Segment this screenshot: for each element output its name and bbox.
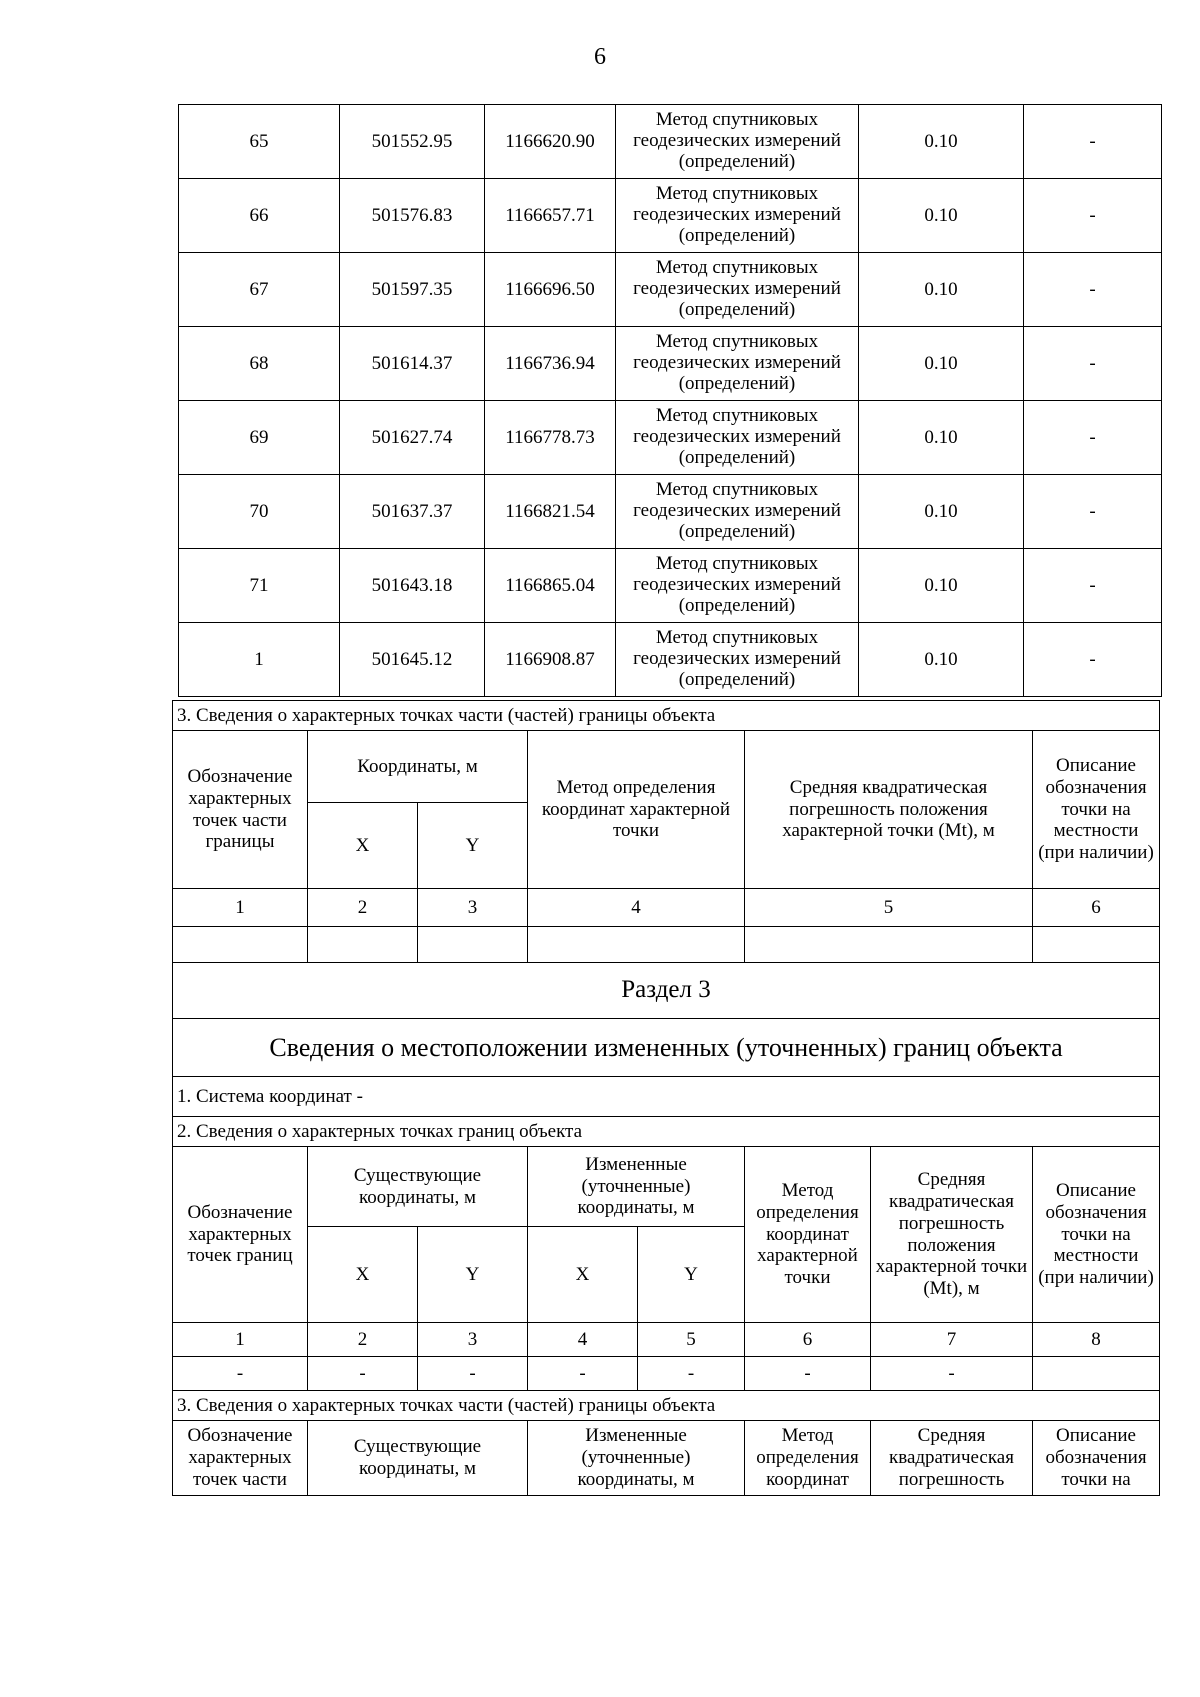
coord-x: 501637.37 xyxy=(340,475,485,549)
point-number: 68 xyxy=(179,327,340,401)
s3-col-num-5: 5 xyxy=(638,1323,745,1357)
point-number: 65 xyxy=(179,105,340,179)
method: Метод спутниковых геодезических измерений (определений) xyxy=(616,623,859,697)
point-description: - xyxy=(1024,253,1162,327)
s3-header-y-changed: Y xyxy=(638,1227,745,1323)
empty-cell xyxy=(308,927,418,963)
s3-part-header-changed: Измененные (уточненные) координаты, м xyxy=(528,1421,745,1496)
s3-empty-value: - xyxy=(871,1357,1033,1391)
header-coordinates: Координаты, м xyxy=(308,731,528,803)
s3-header-y-existing: Y xyxy=(418,1227,528,1323)
coord-y: 1166778.73 xyxy=(485,401,616,475)
s3-col-num-3: 3 xyxy=(418,1323,528,1357)
mt-value: 0.10 xyxy=(859,475,1024,549)
empty-cell xyxy=(745,927,1033,963)
table-row xyxy=(179,623,1162,697)
s3-header-designation: Обозначение характерных точек границ xyxy=(173,1147,308,1323)
table-row xyxy=(179,327,1162,401)
point-description: - xyxy=(1024,475,1162,549)
coord-x: 501627.74 xyxy=(340,401,485,475)
point-description: - xyxy=(1024,327,1162,401)
table-row xyxy=(179,475,1162,549)
s3-header-method: Метод определения координат характерной точки xyxy=(745,1147,871,1323)
method: Метод спутниковых геодезических измерений (определений) xyxy=(616,179,859,253)
method: Метод спутниковых геодезических измерений (определений) xyxy=(616,549,859,623)
coord-x: 501597.35 xyxy=(340,253,485,327)
header-x: X xyxy=(308,803,418,889)
s3-empty-value: - xyxy=(418,1357,528,1391)
mt-value: 0.10 xyxy=(859,253,1024,327)
header-y: Y xyxy=(418,803,528,889)
mt-value: 0.10 xyxy=(859,549,1024,623)
point-description: - xyxy=(1024,105,1162,179)
coord-x: 501614.37 xyxy=(340,327,485,401)
s3-col-num-6: 6 xyxy=(745,1323,871,1357)
coord-x: 501645.12 xyxy=(340,623,485,697)
coord-y: 1166696.50 xyxy=(485,253,616,327)
boundary-points-table xyxy=(178,104,1162,697)
empty-cell xyxy=(173,927,308,963)
s3-empty-value: - xyxy=(173,1357,308,1391)
point-description: - xyxy=(1024,623,1162,697)
section3-title: Сведения о местоположении измененных (уточненных) границ объекта xyxy=(173,1019,1160,1077)
s3-header-x-changed: X xyxy=(528,1227,638,1323)
col-num-2: 2 xyxy=(308,889,418,927)
s3-empty-value: - xyxy=(528,1357,638,1391)
header-method: Метод определения координат характерной точки xyxy=(528,731,745,889)
col-num-5: 5 xyxy=(745,889,1033,927)
s3-part-title: 3. Сведения о характерных точках части (частей) границы объекта xyxy=(173,1391,1160,1421)
coord-x: 501576.83 xyxy=(340,179,485,253)
header-description: Описание обозначения точки на местности (при наличии) xyxy=(1033,731,1160,889)
coord-y: 1166736.94 xyxy=(485,327,616,401)
table-row xyxy=(179,549,1162,623)
points-title: 2. Сведения о характерных точках границ объекта xyxy=(173,1117,1160,1147)
s3-col-num-4: 4 xyxy=(528,1323,638,1357)
coord-y: 1166865.04 xyxy=(485,549,616,623)
s3-col-num-7: 7 xyxy=(871,1323,1033,1357)
header-mt: Средняя квадратическая погрешность положения характерной точки (Mt), м xyxy=(745,731,1033,889)
part-points-title: 3. Сведения о характерных точках части (частей) границы объекта xyxy=(173,701,1160,731)
coord-y: 1166821.54 xyxy=(485,475,616,549)
point-number: 67 xyxy=(179,253,340,327)
point-description: - xyxy=(1024,179,1162,253)
method: Метод спутниковых геодезических измерений (определений) xyxy=(616,401,859,475)
col-num-1: 1 xyxy=(173,889,308,927)
table-row xyxy=(179,401,1162,475)
empty-cell xyxy=(528,927,745,963)
s3-header-x-existing: X xyxy=(308,1227,418,1323)
s3-part-header-mt: Средняя квадратическая погрешность xyxy=(871,1421,1033,1496)
s3-header-existing: Существующие координаты, м xyxy=(308,1147,528,1227)
mt-value: 0.10 xyxy=(859,401,1024,475)
col-num-4: 4 xyxy=(528,889,745,927)
table-row xyxy=(179,253,1162,327)
s3-part-header-method: Метод определения координат xyxy=(745,1421,871,1496)
mt-value: 0.10 xyxy=(859,105,1024,179)
empty-cell xyxy=(1033,927,1160,963)
s3-part-header-description: Описание обозначения точки на xyxy=(1033,1421,1160,1496)
coord-y: 1166657.71 xyxy=(485,179,616,253)
s3-part-header-existing: Существующие координаты, м xyxy=(308,1421,528,1496)
mt-value: 0.10 xyxy=(859,623,1024,697)
s3-empty-value xyxy=(1033,1357,1160,1391)
method: Метод спутниковых геодезических измерений (определений) xyxy=(616,327,859,401)
s3-header-mt: Средняя квадратическая погрешность положения характерной точки (Mt), м xyxy=(871,1147,1033,1323)
method: Метод спутниковых геодезических измерений (определений) xyxy=(616,253,859,327)
col-num-6: 6 xyxy=(1033,889,1160,927)
empty-cell xyxy=(418,927,528,963)
col-num-3: 3 xyxy=(418,889,528,927)
point-number: 1 xyxy=(179,623,340,697)
s3-part-header-designation: Обозначение характерных точек части xyxy=(173,1421,308,1496)
table-row xyxy=(179,105,1162,179)
point-number: 71 xyxy=(179,549,340,623)
s3-col-num-1: 1 xyxy=(173,1323,308,1357)
s3-col-num-2: 2 xyxy=(308,1323,418,1357)
mt-value: 0.10 xyxy=(859,327,1024,401)
method: Метод спутниковых геодезических измерений (определений) xyxy=(616,475,859,549)
coord-x: 501643.18 xyxy=(340,549,485,623)
coord-x: 501552.95 xyxy=(340,105,485,179)
s3-empty-value: - xyxy=(745,1357,871,1391)
point-number: 70 xyxy=(179,475,340,549)
s3-empty-value: - xyxy=(638,1357,745,1391)
point-number: 66 xyxy=(179,179,340,253)
section3-table xyxy=(172,700,1160,1496)
point-description: - xyxy=(1024,549,1162,623)
coordinate-system: 1. Система координат - xyxy=(173,1077,1160,1117)
table-row xyxy=(179,179,1162,253)
point-description: - xyxy=(1024,401,1162,475)
coord-y: 1166620.90 xyxy=(485,105,616,179)
section3-heading: Раздел 3 xyxy=(173,963,1160,1019)
mt-value: 0.10 xyxy=(859,179,1024,253)
coord-y: 1166908.87 xyxy=(485,623,616,697)
s3-col-num-8: 8 xyxy=(1033,1323,1160,1357)
s3-header-description: Описание обозначения точки на местности (при наличии) xyxy=(1033,1147,1160,1323)
method: Метод спутниковых геодезических измерений (определений) xyxy=(616,105,859,179)
s3-header-changed: Измененные (уточненные) координаты, м xyxy=(528,1147,745,1227)
page-number: 6 xyxy=(594,44,606,70)
s3-empty-value: - xyxy=(308,1357,418,1391)
point-number: 69 xyxy=(179,401,340,475)
header-designation: Обозначение характерных точек части границы xyxy=(173,731,308,889)
